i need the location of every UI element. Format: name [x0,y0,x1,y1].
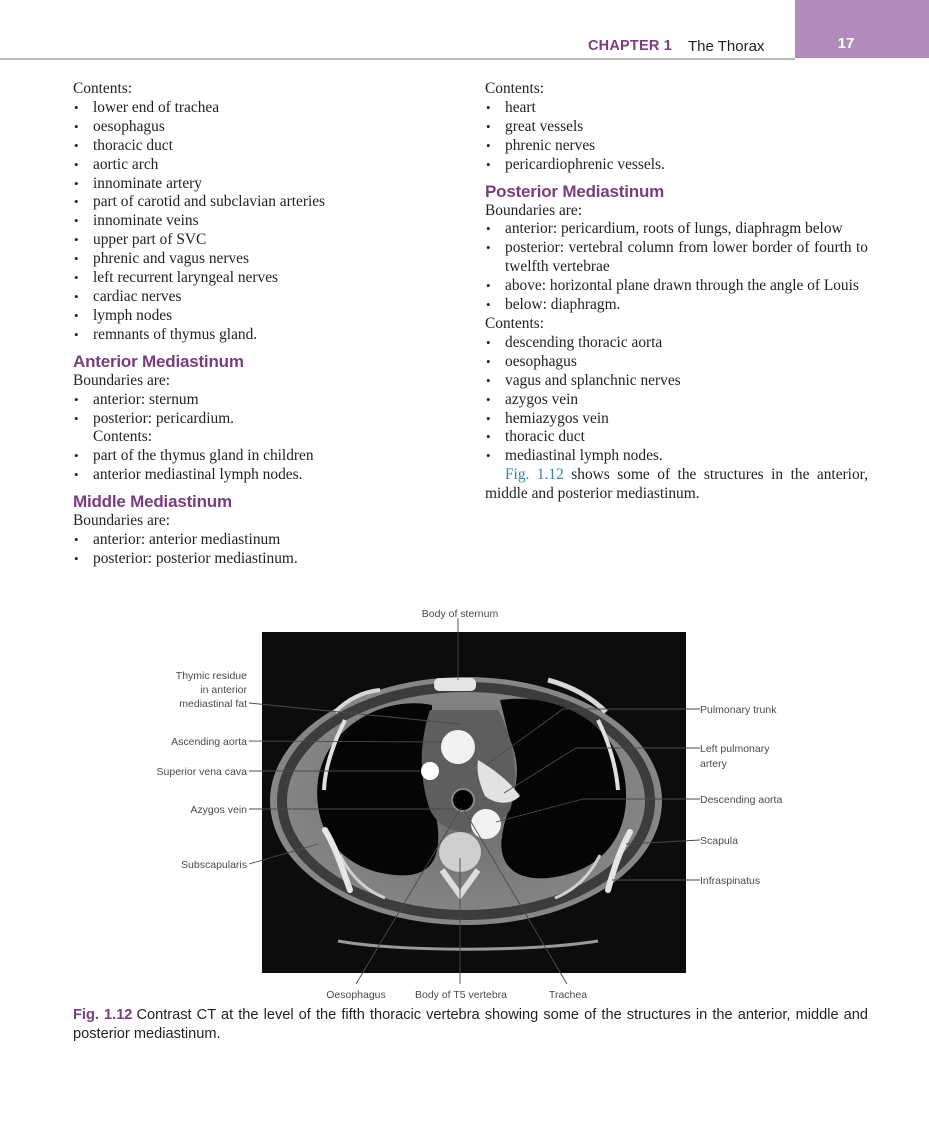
list-item: • hemiazygos vein [485,410,868,429]
label-pulmonary-trunk: Pulmonary trunk [700,704,777,716]
figure-caption [73,1006,868,1044]
list-item: • posterior: vertebral column from lower border of fourth to twelfth vertebrae [485,239,868,277]
label-superior-vena-cava: Superior vena cava [156,766,247,778]
list-item: • lymph nodes [73,307,403,326]
list-item: • innominate artery [73,175,403,194]
label-descending-aorta: Descending aorta [700,794,783,806]
middle-mediastinum-heading: Middle Mediastinum [73,492,232,512]
anterior-boundaries-list [73,391,403,429]
list-item: • part of the thymus gland in children [73,447,403,466]
list-item: • azygos vein [485,391,868,410]
list-item: • pericardiophrenic vessels. [485,156,868,175]
label-trachea: Trachea [548,989,588,1001]
anterior-boundaries-label: Boundaries are: [73,371,171,389]
caption-text: Contrast CT at the level of the fifth thoracic vertebra showing some of the structures in the anterior, middle and posterior mediastinum. [73,1007,868,1042]
superior-contents-label: Contents: [73,80,132,97]
middle-boundaries-label: Boundaries are: [73,512,171,530]
left-column [73,80,403,569]
label-thymic-residue-2: in anterior [200,684,247,696]
list-item: • great vessels [485,118,868,137]
page-number: 17 [837,35,855,52]
page-number-tab [795,0,929,58]
list-item: • oesophagus [485,353,868,372]
figure-reference-paragraph [485,466,868,504]
list-item: • phrenic nerves [485,137,868,156]
list-item: • thoracic duct [485,428,868,447]
page-header [0,0,929,62]
chapter-title: The Thorax [688,38,765,55]
list-item: • thoracic duct [73,137,403,156]
anterior-contents-label: Contents: [93,428,152,446]
label-scapula: Scapula [700,835,738,847]
list-item: • posterior: posterior mediastinum. [73,550,403,569]
list-item: • part of carotid and subclavian arteries [73,193,403,212]
sternum [434,678,476,691]
descending-aorta [471,809,501,839]
right-column [485,80,868,504]
header-rule [0,58,795,60]
list-item: • aortic arch [73,156,403,175]
label-left-pulmonary-artery-2: artery [700,758,727,770]
label-infraspinatus: Infraspinatus [700,875,761,887]
list-item: • innominate veins [73,212,403,231]
anterior-mediastinum-heading: Anterior Mediastinum [73,351,244,371]
posterior-contents-label: Contents: [485,314,544,332]
middle-boundaries-list [73,531,403,569]
posterior-boundaries-label: Boundaries are: [485,201,583,219]
chapter-label: CHAPTER 1 [588,38,672,54]
label-azygos-vein: Azygos vein [190,804,247,816]
list-item: • cardiac nerves [73,288,403,307]
list-item: • left recurrent laryngeal nerves [73,269,403,288]
label-body-of-sternum: Body of sternum [421,608,499,620]
posterior-contents-list [485,334,868,466]
list-item: • descending thoracic aorta [485,334,868,353]
label-body-of-t5-vertebra: Body of T5 vertebra [414,989,508,1001]
list-item: • upper part of SVC [73,231,403,250]
list-item: • heart [485,99,868,118]
label-subscapularis: Subscapularis [181,859,247,871]
middle-contents-list [485,99,868,175]
list-item: • anterior: pericardium, roots of lungs, diaphragm below [485,220,868,239]
ascending-aorta [441,730,475,764]
list-item: • oesophagus [73,118,403,137]
label-ascending-aorta: Ascending aorta [171,736,247,748]
list-item: • anterior mediastinal lymph nodes. [73,466,403,485]
label-thymic-residue-3: mediastinal fat [179,698,247,710]
list-item: • mediastinal lymph nodes. [485,447,868,466]
ct-scan-illustration [0,600,929,1010]
posterior-boundaries-list [485,220,868,315]
posterior-mediastinum-heading: Posterior Mediastinum [485,181,665,201]
caption-label: Fig. 1.12 [73,1007,133,1023]
list-item: • lower end of trachea [73,99,403,118]
anterior-contents-list [73,447,403,485]
figure-reference-link[interactable]: Fig. 1.12 [505,466,564,484]
list-item: • above: horizontal plane drawn through the angle of Louis [485,277,868,296]
list-item: • anterior: anterior mediastinum [73,531,403,550]
middle-contents-label: Contents: [485,80,544,97]
list-item: • below: diaphragm. [485,296,868,315]
list-item: • anterior: sternum [73,391,403,410]
list-item: • posterior: pericardium. [73,410,403,429]
figure-reference-text: shows some of the structures in the anterior, middle and posterior mediastinum. [485,466,868,503]
list-item: • phrenic and vagus nerves [73,250,403,269]
superior-vena-cava [421,762,439,780]
ct-figure [0,600,929,1010]
superior-contents-list [73,99,403,345]
label-thymic-residue-1: Thymic residue [175,670,247,682]
label-oesophagus: Oesophagus [326,989,386,1001]
trachea [452,789,474,811]
list-item: • vagus and splanchnic nerves [485,372,868,391]
list-item: • remnants of thymus gland. [73,326,403,345]
label-left-pulmonary-artery-1: Left pulmonary [700,743,770,755]
